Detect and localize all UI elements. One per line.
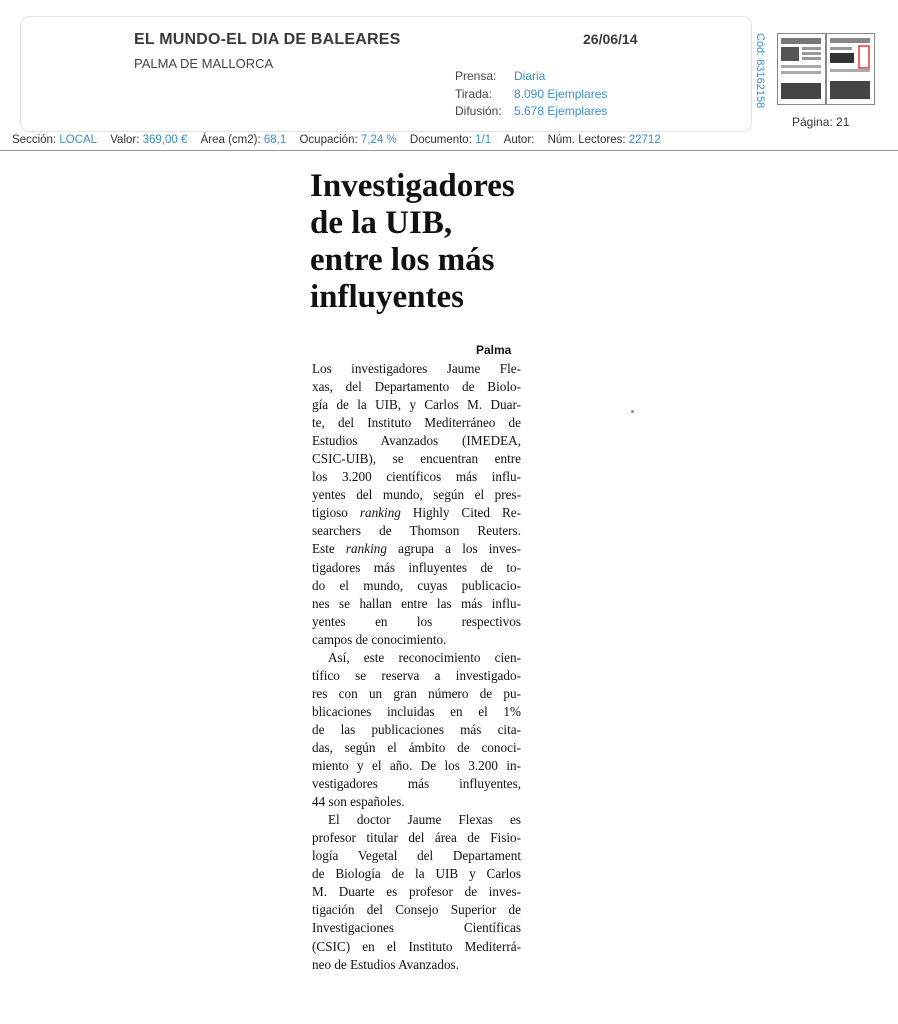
headline-line: de la UIB,	[310, 205, 453, 241]
text-line: res con un gran número de pu-	[312, 685, 521, 701]
headline-line: influyentes	[310, 279, 465, 315]
meta-tirada	[455, 87, 607, 101]
page-thumbnail	[777, 33, 875, 105]
article-headline	[310, 168, 550, 316]
cod-code: Cód: 83162158	[754, 33, 766, 109]
tirada-value: 8.090 Ejemplares	[514, 87, 608, 101]
prensa-value: Diaria	[514, 69, 546, 83]
headline-line: entre los más	[310, 242, 495, 278]
info-strip	[12, 134, 671, 146]
paragraph-1	[312, 360, 521, 649]
text-line: tigioso ranking Highly Cited Re-	[312, 505, 521, 521]
lectores-label: Núm. Lectores:	[547, 134, 626, 146]
paragraph-3	[312, 811, 521, 973]
headline-line: Investigadores	[310, 168, 515, 204]
text-line: das, según el ámbito de conoci-	[312, 739, 521, 755]
text-line: blicaciones incluidas en el 1%	[312, 703, 521, 719]
publication-name: EL MUNDO-EL DIA DE BALEARES	[134, 31, 401, 48]
text-line: te, del Instituto Mediterráneo de	[312, 415, 521, 431]
pagina-label: Página:	[792, 115, 833, 129]
text-line: CSIC-UIB), se encuentran entre	[312, 451, 521, 467]
text-line: yentes del mundo, según el pres-	[312, 487, 521, 503]
article-body	[312, 360, 521, 974]
valor-value: 369,00 €	[142, 134, 188, 146]
difusion-value: 5.678 Ejemplares	[514, 104, 608, 118]
text-line: Investigaciones Científicas	[312, 920, 521, 936]
meta-prensa	[455, 69, 545, 83]
ocupacion-label: Ocupación:	[299, 134, 358, 146]
strip-divider	[0, 150, 898, 151]
scan-speck	[631, 410, 634, 413]
text-line: de las publicaciones más cita-	[312, 721, 521, 737]
difusion-label: Difusión:	[455, 104, 502, 118]
text-line: Este ranking agrupa a los inves-	[312, 541, 521, 557]
text-line: (CSIC) en el Instituto Mediterrá-	[312, 938, 521, 954]
text-line: Los investigadores Jaume Fle-	[312, 361, 521, 376]
text-line: campos de conocimiento.	[312, 631, 447, 647]
seccion-label: Sección:	[12, 134, 57, 146]
seccion-value: LOCAL	[59, 134, 98, 146]
text-line: searchers de Thomson Reuters.	[312, 523, 521, 539]
text-line: Así, este reconocimiento cien-	[328, 649, 521, 665]
prensa-label: Prensa:	[455, 69, 497, 83]
text-line: tífico se reserva a investigado-	[312, 667, 521, 683]
text-line: 44 son españoles.	[312, 794, 405, 810]
text-line: miento y el año. De los 3.200 in-	[312, 758, 521, 774]
article-dateline: Palma	[476, 343, 512, 357]
area-label: Área (cm2):	[200, 134, 261, 146]
text-line: vestigadores más influyentes,	[312, 776, 521, 792]
publication-date: 26/06/14	[583, 31, 638, 47]
text-line: El doctor Jaume Flexas es	[328, 812, 521, 828]
text-line: tigación del Consejo Superior de	[312, 902, 521, 918]
pagina-value: 21	[836, 115, 850, 129]
lectores-value: 22712	[628, 134, 661, 146]
documento-value: 1/1	[475, 134, 492, 146]
ocupacion-value: 7,24 %	[360, 134, 397, 146]
text-line: nes se hallan entre las más influ-	[312, 595, 521, 611]
publication-city: PALMA DE MALLORCA	[134, 56, 274, 71]
text-line: M. Duarte es profesor de inves-	[312, 884, 521, 900]
text-line: profesor titular del área de Fisio-	[312, 830, 521, 846]
valor-label: Valor:	[110, 134, 140, 146]
text-line: xas, del Departamento de Biolo-	[312, 379, 521, 395]
documento-label: Documento:	[409, 134, 472, 146]
tirada-label: Tirada:	[455, 87, 492, 101]
text-line: los 3.200 científicos más influ-	[312, 469, 521, 485]
autor-label: Autor:	[503, 134, 535, 146]
area-value: 68,1	[263, 134, 287, 146]
text-line: tigadores más influyentes de to-	[312, 559, 521, 575]
pagina	[792, 115, 849, 129]
text-line: de Biología de la UIB y Carlos	[312, 866, 521, 882]
meta-difusion	[455, 104, 607, 118]
paragraph-2	[312, 649, 521, 811]
text-line: gía de la UIB, y Carlos M. Duar-	[312, 397, 521, 413]
text-line: neo de Estudios Avanzados.	[312, 956, 459, 972]
text-line: Estudios Avanzados (IMEDEA,	[312, 433, 521, 449]
text-line: yentes en los respectivos	[312, 613, 521, 629]
text-line: do el mundo, cuyas publicacio-	[312, 577, 521, 593]
text-line: logía Vegetal del Departament	[312, 848, 521, 864]
